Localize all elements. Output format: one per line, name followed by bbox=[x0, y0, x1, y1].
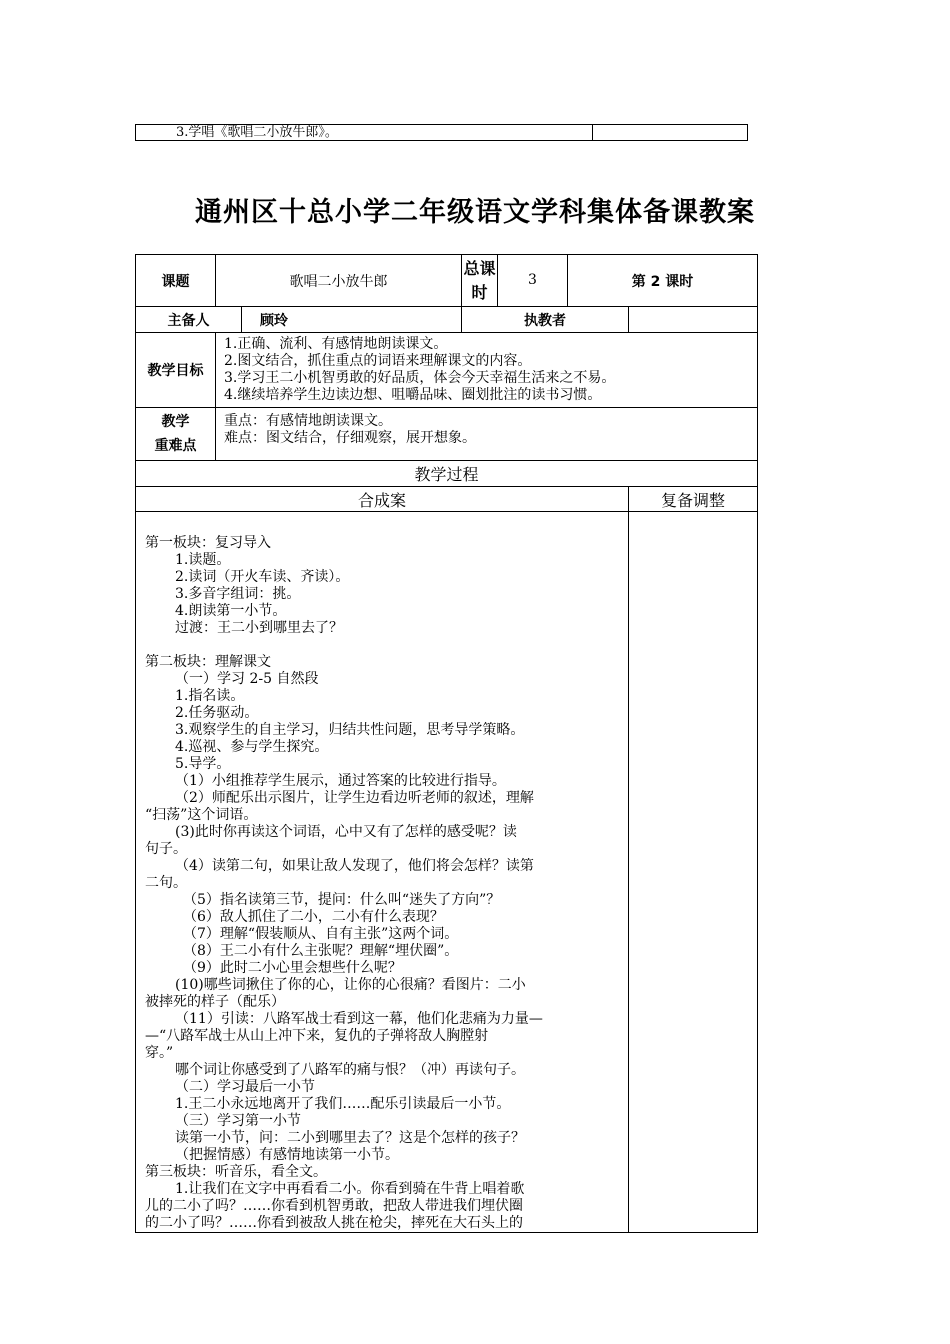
goals-label: 教学目标 bbox=[136, 333, 216, 408]
block1-heading: 第一板块：复习导入 bbox=[145, 535, 271, 551]
list-item: 1.读题。 bbox=[175, 552, 231, 568]
total-lessons-label: 总课时 bbox=[462, 255, 498, 307]
paragraph: （9）此时二小心里会想些什么呢？ bbox=[183, 960, 402, 976]
preparer-value: 顾玲 bbox=[242, 307, 462, 333]
keypoint-item: 重点：有感情地朗读课文。 bbox=[224, 413, 392, 429]
paragraph: （把握情感）有感情地读第一小节。 bbox=[175, 1147, 399, 1163]
goals-row bbox=[136, 333, 758, 408]
list-item: 4.朗读第一小节。 bbox=[175, 603, 287, 619]
columns-header-row bbox=[136, 487, 758, 512]
paragraph: 1.王二小永远地离开了我们……配乐引读最后一小节。 bbox=[175, 1096, 511, 1112]
list-item: 2.读词（开火车读、齐读）。 bbox=[175, 569, 350, 585]
paragraph: 读第一小节，问：二小到哪里去了？这是个怎样的孩子？ bbox=[175, 1130, 525, 1146]
list-item: 1.指名读。 bbox=[175, 688, 245, 704]
previous-row-text: 3.学唱《歌唱二小放牛郎》。 bbox=[136, 125, 593, 140]
block3-heading: 第三板块：听音乐，看全文。 bbox=[145, 1164, 327, 1180]
paragraph: 二句。 bbox=[145, 875, 187, 891]
paragraph: 穿。” bbox=[145, 1045, 174, 1061]
lesson-content bbox=[136, 512, 629, 1233]
list-item: 3.观察学生的自主学习，归结共性问题，思考导学策略。 bbox=[175, 722, 525, 738]
keypoints-label-line1: 教学 bbox=[161, 414, 190, 430]
goals-list bbox=[216, 333, 758, 408]
keypoints-label-line2: 重难点 bbox=[154, 438, 197, 454]
paragraph: （8）王二小有什么主张呢？理解“埋伏圈”。 bbox=[183, 943, 459, 959]
topic-value: 歌唱二小放牛郎 bbox=[216, 255, 462, 307]
teacher-value bbox=[629, 307, 758, 333]
preparer-row bbox=[136, 307, 758, 333]
paragraph: 1.让我们在文字中再看看二小。你看到骑在牛背上唱着歌 bbox=[175, 1181, 525, 1197]
keypoints-row bbox=[136, 408, 758, 461]
list-item: 5.导学。 bbox=[175, 756, 231, 772]
paragraph: （7）理解“假装顺从、自有主张”这两个词。 bbox=[183, 926, 459, 942]
preparer-label: 主备人 bbox=[136, 307, 242, 333]
content-row bbox=[136, 512, 758, 1233]
list-item: 3.多音字组词：挑。 bbox=[175, 586, 301, 602]
goal-item: 3.学习王二小机智勇敢的好品质，体会今天幸福生活来之不易。 bbox=[224, 370, 616, 386]
paragraph: （5）指名读第三节，提问：什么叫“迷失了方向”？ bbox=[183, 892, 501, 908]
list-item: 过渡：王二小到哪里去了？ bbox=[175, 620, 343, 636]
document-title: 通州区十总小学二年级语文学科集体备课教案 bbox=[195, 197, 755, 228]
keypoints-list bbox=[216, 408, 758, 461]
paragraph: —“八路军战士从山上冲下来，复仇的子弹将敌人胸膛射 bbox=[145, 1028, 489, 1044]
paragraph: （11）引读：八路军战士看到这一幕，他们化悲痛为力量— bbox=[175, 1011, 543, 1027]
lesson-plan-table bbox=[135, 254, 758, 1233]
paragraph: (10)哪些词揪住了你的心，让你的心很痛？看图片：二小 bbox=[175, 977, 526, 993]
keypoint-item: 难点：图文结合，仔细观察，展开想象。 bbox=[224, 430, 476, 446]
total-lessons-value: 3 bbox=[498, 255, 568, 307]
goal-item: 2.图文结合，抓住重点的词语来理解课文的内容。 bbox=[224, 353, 532, 369]
topic-label: 课题 bbox=[136, 255, 216, 307]
teacher-label: 执教者 bbox=[462, 307, 629, 333]
paragraph: （4）读第二句，如果让敌人发现了，他们将会怎样？读第 bbox=[175, 858, 534, 874]
previous-page-table-row bbox=[135, 124, 748, 141]
paragraph: 哪个词让你感受到了八路军的痛与恨？（冲）再读句子。 bbox=[175, 1062, 525, 1078]
list-item: 4.巡视、参与学生探究。 bbox=[175, 739, 329, 755]
column-right-label: 复备调整 bbox=[629, 487, 758, 512]
paragraph: “扫荡”这个词语。 bbox=[145, 807, 258, 823]
paragraph: （1）小组推荐学生展示，通过答案的比较进行指导。 bbox=[175, 773, 506, 789]
goal-item: 1.正确、流利、有感情地朗读课文。 bbox=[224, 336, 448, 352]
adjustment-cell bbox=[629, 512, 758, 1233]
paragraph: （2）师配乐出示图片，让学生边看边听老师的叙述，理解 bbox=[175, 790, 534, 806]
list-item: 2.任务驱动。 bbox=[175, 705, 259, 721]
keypoints-label bbox=[136, 408, 216, 461]
spacer bbox=[145, 637, 620, 654]
paragraph: 句子。 bbox=[145, 841, 187, 857]
paragraph: 的二小了吗？……你看到被敌人挑在枪尖，摔死在大石头上的 bbox=[145, 1215, 523, 1231]
process-label: 教学过程 bbox=[136, 461, 758, 487]
paragraph: (3)此时你再读这个词语，心中又有了怎样的感受呢？读 bbox=[175, 824, 517, 840]
sub-heading: （三）学习第一小节 bbox=[175, 1113, 301, 1129]
process-row bbox=[136, 461, 758, 487]
header-row bbox=[136, 255, 758, 307]
paragraph: 被摔死的样子（配乐） bbox=[145, 994, 285, 1010]
block2-heading: 第二板块：理解课文 bbox=[145, 654, 271, 670]
paragraph: （6）敌人抓住了二小，二小有什么表现？ bbox=[183, 909, 444, 925]
sub-heading: （二）学习最后一小节 bbox=[175, 1079, 315, 1095]
sub-heading: （一）学习 2-5 自然段 bbox=[175, 671, 319, 687]
goal-item: 4.继续培养学生边读边想、咀嚼品味、圈划批注的读书习惯。 bbox=[224, 387, 602, 403]
paragraph: 儿的二小了吗？……你看到机智勇敢，把敌人带进我们埋伏圈 bbox=[145, 1198, 523, 1214]
lesson-number-label: 第 2 课时 bbox=[568, 255, 758, 307]
column-left-label: 合成案 bbox=[136, 487, 629, 512]
